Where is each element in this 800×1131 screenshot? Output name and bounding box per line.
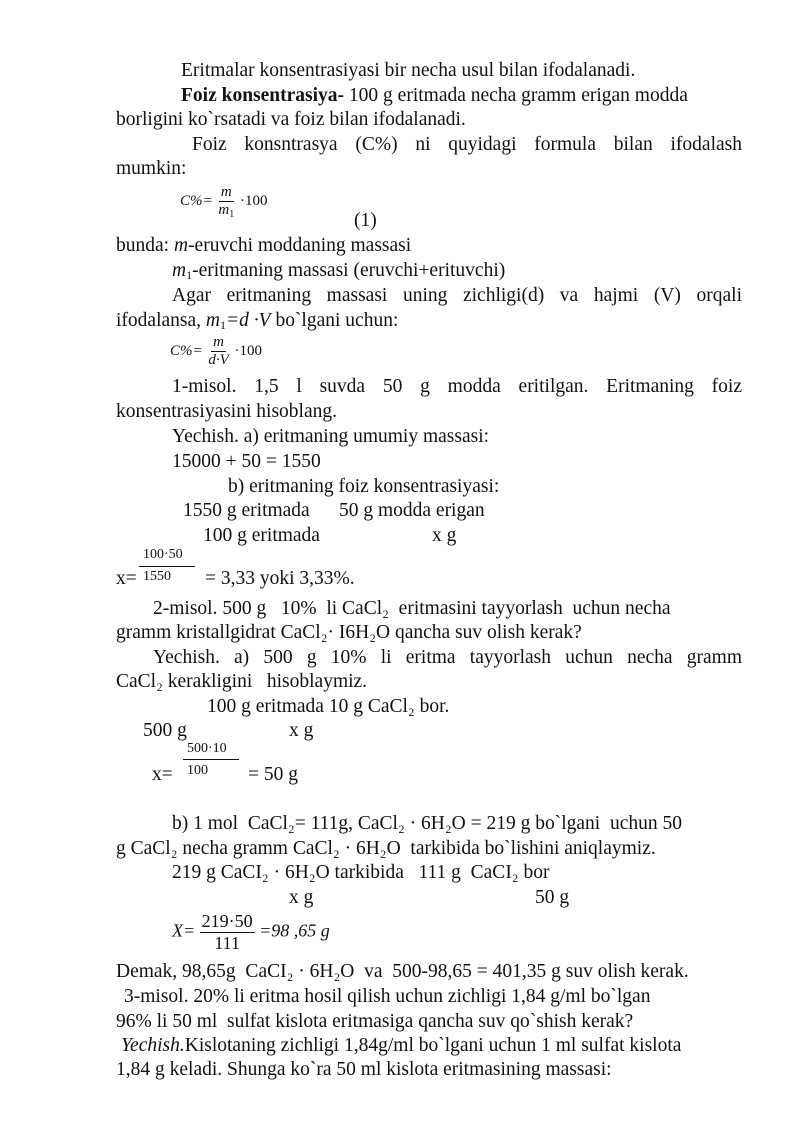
example-2-fraction-numerator: 500·10 bbox=[187, 741, 227, 756]
example-3-solution-2: 1,84 g keladi. Shunga ko`ra 50 ml kislota eritmasining massasi: bbox=[116, 1059, 612, 1080]
density-line-2 bbox=[116, 309, 398, 333]
definition-line bbox=[181, 84, 688, 108]
formula-1-numerator: m bbox=[220, 184, 232, 200]
formula-2-tail: ·100 bbox=[234, 342, 263, 359]
formula-1-denominator: $m_1$ bbox=[218, 202, 235, 220]
definition-text: 100 g eritmada necha gramm erigan modda bbox=[344, 85, 688, 106]
formula-1-lhs: C%= bbox=[180, 192, 213, 209]
example-2-proportion-2a: 500 g bbox=[143, 720, 187, 741]
example-1-proportion-1: 1550 g eritmada 50 g modda erigan bbox=[183, 500, 485, 521]
formula-3-fraction bbox=[200, 911, 255, 954]
example-2-result: = 50 g bbox=[248, 764, 298, 785]
formula-3-lhs: X= bbox=[172, 920, 196, 941]
example-1-fraction-denominator: 1550 bbox=[143, 569, 171, 584]
density-text-b: bo`lgani uchun: bbox=[270, 310, 399, 331]
formula-intro-line: Foiz konsntrasya (C%) ni quyidagi formula bilan ifodalash bbox=[192, 134, 742, 155]
formula-2-numerator: m bbox=[213, 334, 224, 350]
example-2-x: x= bbox=[152, 764, 173, 785]
where-var: m bbox=[173, 235, 189, 256]
example-1-solution-b: b) eritmaning foiz konsentrasiyasi: bbox=[228, 476, 500, 497]
example-3-line-2: 96% li 50 ml sulfat kislota eritmasiga qancha suv qo`shish kerak? bbox=[116, 1011, 634, 1032]
example-2-b-line-2: g CaCl₂ necha gramm CaCl₂ · 6H₂O tarkibida bo`lishini aniqlaymiz. bbox=[116, 838, 656, 859]
example-2-line-1: 2-misol. 500 g 10% li CaCl₂ eritmasini tayyorlash uchun necha bbox=[153, 598, 671, 619]
formula-intro-line-2: mumkin: bbox=[116, 158, 187, 179]
density-line-1: Agar eritmaning massasi uning zichligi(d) va hajmi (V) orqali bbox=[172, 285, 742, 306]
example-2-proportion-4a: x g bbox=[289, 887, 314, 908]
intro-sentence: Eritmalar konsentrasiyasi bir necha usul bilan ifodalanadi. bbox=[181, 60, 636, 81]
formula-2-lhs: C%= bbox=[170, 342, 203, 359]
m1-sub: 1 bbox=[186, 268, 193, 282]
example-3-solution-label: Yechish. bbox=[121, 1035, 185, 1056]
formula-1-tail: ·100 bbox=[239, 192, 268, 209]
example-2-proportion-3: 219 g CaCI₂ · 6H₂O tarkibida 111 g CaCI₂ bor bbox=[172, 862, 550, 883]
example-3-line-1 bbox=[124, 985, 742, 1009]
example-1-fraction-numerator: 100·50 bbox=[143, 547, 183, 562]
density-sub: 1 bbox=[219, 318, 226, 332]
example-3-text: 20% li eritma hosil qilish uchun zichligi 1,84 g/ml bo`lgan bbox=[188, 986, 651, 1007]
example-2-proportion-4b: 50 g bbox=[535, 887, 570, 908]
example-1-proportion-2b: x g bbox=[432, 525, 457, 546]
conclusion-line: Demak, 98,65g CaCI₂ · 6H₂O va 500-98,65 = 401,35 g suv olish kerak. bbox=[116, 961, 689, 982]
m1-line bbox=[172, 259, 505, 283]
example-2-proportion-1: 100 g eritmada 10 g CaCl₂ bor. bbox=[207, 696, 450, 717]
example-2-line-2: gramm kristallgidrat CaCl₂· I6H₂O qancha suv olish kerak? bbox=[116, 622, 582, 643]
formula-3 bbox=[172, 911, 330, 954]
example-1-x: x= bbox=[116, 568, 137, 589]
example-1-line-2: konsentrasiyasini hisoblang. bbox=[116, 401, 337, 422]
density-eq: =d ·V bbox=[225, 310, 271, 331]
m1-var: m bbox=[172, 260, 187, 281]
example-2-proportion-2b: x g bbox=[289, 720, 314, 741]
m1-text: -eritmaning massasi (eruvchi+erituvchi) bbox=[192, 260, 506, 281]
where-line bbox=[116, 234, 411, 258]
example-1-result: = 3,33 yoki 3,33%. bbox=[205, 568, 355, 589]
density-text-a: ifodalansa, bbox=[116, 310, 206, 331]
formula-2-fraction bbox=[206, 334, 230, 369]
example-2-fraction-bar bbox=[183, 759, 239, 760]
example-2-solution-2: CaCl₂ kerakligini hisoblaymiz. bbox=[116, 671, 368, 692]
formula-2-denominator: d·V bbox=[208, 352, 229, 368]
formula-3-rhs: =98 ,65 g bbox=[259, 920, 330, 941]
formula-3-denominator: 111 bbox=[214, 933, 240, 953]
density-var: m bbox=[205, 310, 220, 331]
where-label: bunda: bbox=[116, 235, 174, 256]
example-3-solution-1 bbox=[121, 1034, 681, 1058]
formula-2 bbox=[170, 334, 262, 369]
formula-1 bbox=[180, 184, 267, 219]
example-1-fraction-bar bbox=[139, 566, 195, 567]
where-text: -eruvchi moddaning massasi bbox=[188, 235, 412, 256]
definition-line-2: borligini ko`rsatadi va foiz bilan ifodalanadi. bbox=[116, 109, 466, 130]
example-1-proportion-2a: 100 g eritmada bbox=[203, 525, 320, 546]
example-3-solution-text: Kislotaning zichligi 1,84g/ml bo`lgani uchun 1 ml sulfat kislota bbox=[184, 1035, 682, 1056]
formula-1-fraction bbox=[216, 184, 236, 219]
example-1-calc: 15000 + 50 = 1550 bbox=[172, 451, 321, 472]
formula-3-numerator: 219·50 bbox=[201, 911, 253, 931]
example-1-solution-a: Yechish. a) eritmaning umumiy massasi: bbox=[172, 426, 490, 447]
example-1-line-1: 1-misol. 1,5 l suvda 50 g modda eritilgan. Eritmaning foiz bbox=[172, 376, 742, 397]
example-3-label: 3-misol. bbox=[124, 986, 189, 1007]
definition-term: Foiz konsentrasiya- bbox=[181, 85, 345, 106]
example-2-fraction-denominator: 100 bbox=[187, 763, 208, 778]
formula-1-number: (1) bbox=[354, 210, 377, 231]
example-2-solution-1: Yechish. a) 500 g 10% li eritma tayyorlash uchun necha gramm bbox=[153, 647, 742, 668]
example-2-b-line-1: b) 1 mol CaCl₂= 111g, CaCl₂ · 6H₂O = 219 g bo`lgani uchun 50 bbox=[172, 813, 682, 834]
